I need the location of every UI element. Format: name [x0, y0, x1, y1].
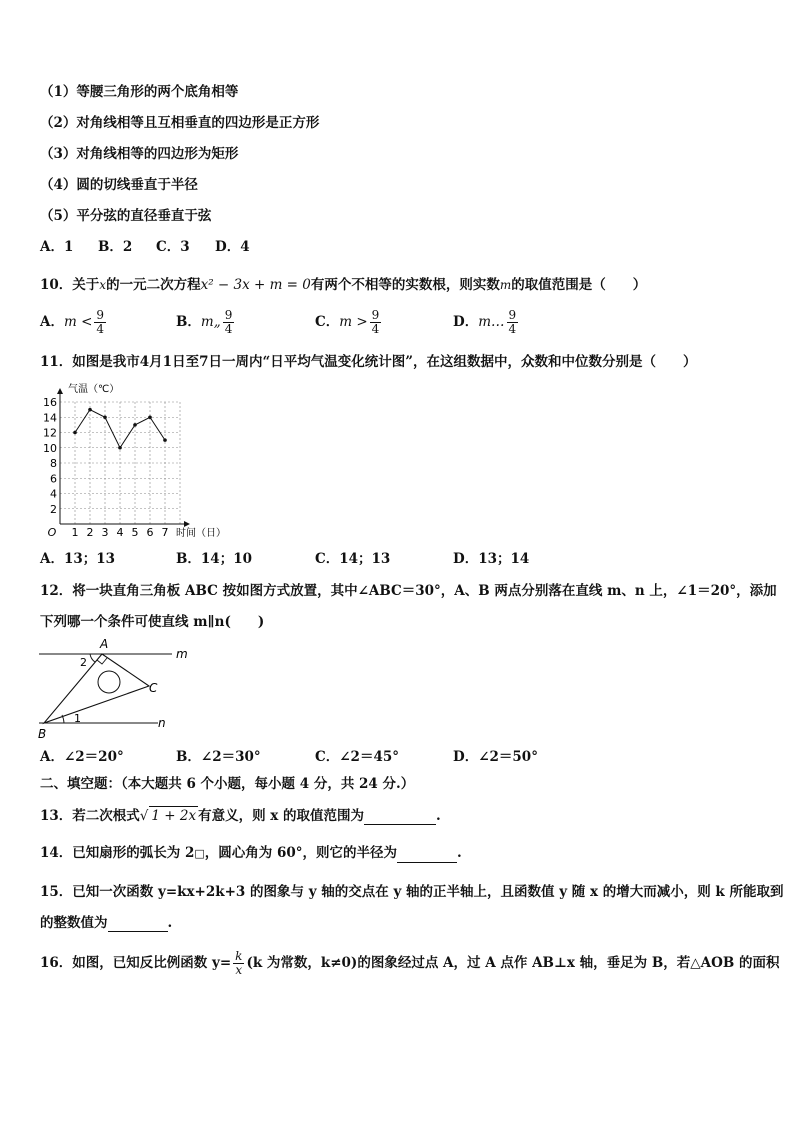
q10-option-b-fraction [223, 309, 235, 336]
q10-text [40, 276, 646, 294]
q13-text [40, 806, 441, 825]
q10-option-d-expr: m… [478, 314, 505, 330]
triangle-abc [44, 654, 149, 723]
q11-option-c: C．14；13 [315, 551, 391, 567]
q13-pre: 13．若二次根式 [40, 808, 140, 824]
q11-option-d: D．13；14 [453, 551, 530, 567]
q10-option-d-label: D． [453, 314, 479, 330]
q11-text: 11．如图是我市4月1日至7日一周内“日平均气温变化统计图”，在这组数据中，众数和中位数分别是（ ） [40, 354, 697, 370]
q9-option-b: B．2 [98, 239, 133, 255]
q10-mid2: 有两个不相等的实数根，则实数 [310, 277, 500, 293]
statement-5: （5）平分弦的直径垂直于弦 [40, 208, 212, 224]
statement-1: （1）等腰三角形的两个底角相等 [40, 84, 239, 100]
q10-option-a [40, 309, 108, 336]
x-tick-label: 1 [71, 526, 79, 538]
q10-var-m: m [499, 278, 512, 292]
q13-post: 有意义，则 x 的取值范围为 [198, 808, 365, 824]
label-c: C [149, 681, 158, 695]
y-tick-label: 6 [50, 472, 57, 486]
q16-post: (k 为常数，k≠0)的图象经过点 A，过 A 点作 AB⊥x 轴，垂足为 B，若△AOB 的面积 [246, 955, 780, 971]
q10-option-c-fraction [370, 309, 382, 336]
x-tick-label: 6 [146, 526, 154, 538]
angle-2-arc [90, 654, 95, 662]
x-axis-label: 时间（日） [176, 528, 226, 538]
y-axis-arrow [57, 388, 63, 394]
x-tick-label: 2 [86, 526, 94, 538]
q14-answer-blank[interactable] [397, 848, 457, 863]
data-point [88, 408, 92, 412]
y-tick-label: 10 [43, 441, 57, 455]
q15-text-line1: 15．已知一次函数 y=kx+2k+3 的图象与 y 轴的交点在 y 轴的正半轴上，且函数值 y 随 x 的增大而减小，则 k 所能取到 [40, 884, 784, 900]
q11-option-b: B．14；10 [176, 551, 252, 567]
fraction-denominator: 4 [508, 322, 517, 336]
y-tick-label: 16 [43, 396, 57, 409]
q10-option-d-fraction [507, 309, 519, 336]
fraction-numerator: 9 [224, 308, 233, 322]
triangle-hole [98, 671, 120, 693]
fraction-denominator: 4 [224, 322, 233, 336]
x-tick-label: 5 [131, 526, 139, 538]
q15-answer-blank[interactable] [108, 917, 168, 932]
y-tick-label: 4 [50, 487, 57, 501]
x-axis-arrow [184, 521, 190, 527]
q14-post: ，圆心角为 60°，则它的半径为 [204, 845, 398, 861]
y-tick-label: 8 [50, 457, 57, 470]
q13-radicand: 1 + 2x [151, 808, 197, 824]
x-tick-label: 4 [116, 526, 124, 538]
q10-var-x: x [99, 278, 107, 292]
sqrt-sign: √ [139, 808, 149, 824]
q12-text-line1: 12．将一块直角三角板 ABC 按如图方式放置，其中∠ABC＝30°，A、B 两点分别落在直线 m、n 上，∠1＝20°，添加 [40, 583, 777, 599]
q14-missing-glyph: □ [194, 847, 205, 860]
q16-pre: 16．如图，已知反比例函数 y= [40, 955, 232, 971]
y-tick-label: 2 [50, 502, 57, 516]
q12-text-line2: 下列哪一个条件可使直线 m∥n( ) [40, 614, 265, 630]
fraction-numerator: k [235, 949, 243, 963]
q10-post: 的取值范围是（ ） [511, 277, 647, 293]
data-point [133, 423, 137, 427]
q9-option-c: C．3 [156, 239, 190, 255]
q10-option-b-label: B． [176, 314, 201, 330]
q12-option-d: D．∠2＝50° [453, 749, 538, 765]
data-point [73, 431, 77, 435]
q12-option-a: A．∠2＝20° [40, 749, 124, 765]
origin-label: O [47, 526, 57, 538]
q16-text [40, 950, 780, 977]
label-m: m [176, 647, 188, 661]
statement-4: （4）圆的切线垂直于半径 [40, 177, 198, 193]
q9-option-d: D．4 [215, 239, 250, 255]
q10-mid1: 的一元二次方程 [106, 277, 201, 293]
q15-text-line2 [40, 914, 172, 932]
q15-line2-end: . [167, 915, 173, 931]
fraction-denominator: x [235, 963, 243, 977]
triangle-figure [36, 638, 196, 742]
q10-option-c [315, 309, 383, 336]
label-b: B [38, 727, 47, 741]
q14-end: . [457, 845, 462, 861]
fraction-numerator: 9 [371, 308, 380, 322]
fraction-denominator: 4 [371, 322, 380, 336]
label-a: A [100, 638, 109, 651]
q10-option-a-fraction [94, 309, 106, 336]
q12-option-c: C．∠2＝45° [315, 749, 399, 765]
x-tick-label: 7 [161, 526, 169, 538]
q14-text [40, 844, 462, 863]
label-angle-1: 1 [74, 712, 81, 725]
q10-pre: 10．关于 [40, 277, 100, 293]
fraction-denominator: 4 [96, 322, 105, 336]
y-axis-label: 气温（℃） [68, 384, 120, 395]
q10-option-b [176, 309, 236, 336]
q12-option-b: B．∠2＝30° [176, 749, 261, 765]
x-tick-label: 3 [101, 526, 109, 538]
data-point [148, 415, 152, 419]
q9-option-a: A．1 [40, 239, 74, 255]
q15-line2-pre: 的整数值为 [40, 915, 108, 931]
q10-option-a-expr: m < [63, 314, 93, 330]
section-2-heading: 二、填空题：（本大题共 6 个小题，每小题 4 分，共 24 分.） [40, 776, 415, 792]
y-tick-label: 14 [43, 411, 57, 425]
q10-option-d [453, 309, 520, 336]
q10-option-c-label: C． [315, 314, 340, 330]
q16-fraction [233, 950, 244, 977]
label-angle-2: 2 [80, 656, 87, 669]
temperature-line-chart [40, 378, 230, 538]
fraction-numerator: 9 [96, 308, 105, 322]
q13-end: . [436, 808, 441, 824]
data-point [118, 446, 122, 450]
label-n: n [158, 716, 166, 730]
data-point [103, 415, 107, 419]
statement-3: （3）对角线相等的四边形为矩形 [40, 146, 239, 162]
data-point [163, 438, 167, 442]
q10-equation: x² − 3x + m = 0 [200, 277, 311, 293]
q10-option-c-expr: m > [339, 314, 368, 330]
statement-2: （2）对角线相等且互相垂直的四边形是正方形 [40, 115, 320, 131]
q14-pre: 14．已知扇形的弧长为 2 [40, 845, 195, 861]
q10-option-b-expr: m„ [200, 314, 221, 330]
y-tick-label: 12 [43, 426, 57, 440]
q11-option-a: A．13；13 [40, 551, 116, 567]
fraction-numerator: 9 [508, 308, 517, 322]
q13-answer-blank[interactable] [364, 810, 436, 825]
q10-option-a-label: A． [40, 314, 64, 330]
